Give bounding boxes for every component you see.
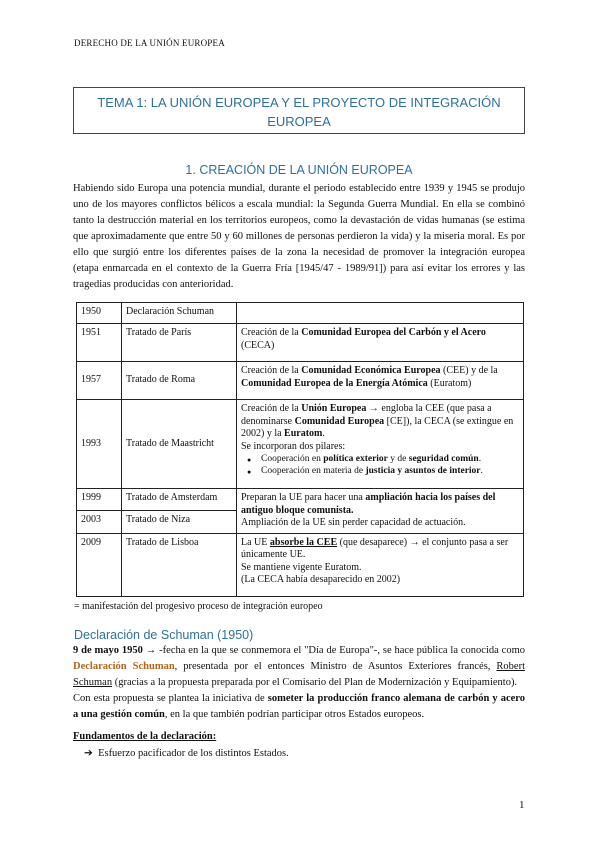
page-number: 1 [519, 799, 525, 811]
fundamentos-heading: Fundamentos de la declaración: [73, 731, 217, 742]
treaty-cell: Tratado de Amsterdam [122, 489, 237, 511]
table-row [77, 533, 524, 596]
description-cell: Preparan la UE para hacer una ampliación hacia los países del antiguo bloque comunista. Ampliación de la UE sin perder capacidad de actuación. [237, 489, 524, 534]
schuman-initiative: Con esta propuesta se plantea la iniciativa de someter la producción franco alemana de carbón y acero a una gestión común, en la que también podrían participar otros Estados europeos. [73, 693, 525, 720]
title-line-2: EUROPEA [267, 114, 331, 129]
description-cell: La UE absorbe la CEE (que desaparece) → el conjunto pasa a ser únicamente UE. Se mantiene vigente Euratom. (La CECA había desaparecido en 2002) [237, 533, 524, 596]
year-cell: 1957 [77, 362, 122, 400]
schuman-paragraph: 9 de mayo 1950 → -fecha en la que se conmemora el "Día de Europa"-, se hace pública la conocida como Declaración Schuman, presentada por el entonces Ministro de Asuntos Exteriores francés, Robert Schuman (gracias a la propuesta preparada por el Comisario del Plan de Modernización y Equipamiento). Con esta propuesta se plantea la iniciativa de someter la producción franco alemana de carbón y acero a una gestión común, en la que también podrían participar otros Estados europeos. [73, 643, 525, 723]
table-row [77, 489, 524, 511]
table-note: = manifestación del progesivo proceso de integración europeo [74, 601, 323, 612]
running-header: DERECHO DE LA UNIÓN EUROPEA [74, 38, 225, 48]
list-item: ➔ Esfuerzo pacificador de los distintos Estados. [84, 748, 289, 759]
year-cell: 1951 [77, 324, 122, 362]
description-cell: Creación de la Comunidad Económica Europea (CEE) y de la Comunidad Europea de la Energía Atómica (Euratom) [237, 362, 524, 400]
table-row [77, 303, 524, 324]
pillars-intro: Se incorporan dos pilares: [241, 440, 346, 452]
year-cell: 2003 [77, 511, 122, 533]
description-cell: Creación de la Unión Europea → engloba la CEE (que pasa a denominarse Comunidad Europea [CE]), la CECA (se extingue en 2002) y la Euratom. Se incorporan dos pilares: ● Cooperación en política exterior y de seguridad común. ● Cooperación en materia de justicia y asuntos de interior. [237, 400, 524, 489]
title-line-1: TEMA 1: LA UNIÓN EUROPEA Y EL PROYECTO DE INTEGRACIÓN [97, 95, 501, 110]
treaty-cell: Tratado de París [122, 324, 237, 362]
list-item: ● Cooperación en política exterior y de seguridad común. [261, 453, 519, 465]
table-row [77, 324, 524, 362]
table-row [77, 400, 524, 489]
intro-paragraph: Habiendo sido Europa una potencia mundial, durante el periodo establecido entre 1939 y 1945 se produjo uno de los mayores conflictos bélicos a escala mundial: la Segunda Guerra Mundial. En ella se combinó tanto la destrucción material en los territorios europeos, como la devastación de vidas humanas (se estima que aproximadamente que entre 50 y 60 millones de personas perdieron la vida) y la miseria moral. Es por ello que surgió entre los diferentes países de la zona la necesidad de promover la integración europea (etapa enmarcada en el contexto de la Guerra Fría [1945/47 - 1989/91]) para así evitar los errores y las tragedias producidas con anterioridad. [73, 183, 525, 290]
treaty-cell: Tratado de Niza [122, 511, 237, 533]
treaty-cell: Tratado de Lisboa [122, 533, 237, 596]
description-cell: Creación de la Comunidad Europea del Carbón y el Acero (CECA) [237, 324, 524, 362]
year-cell: 2009 [77, 533, 122, 596]
table-row [77, 362, 524, 400]
arrow-right-icon: ➔ [84, 748, 93, 759]
year-cell: 1993 [77, 400, 122, 489]
treaty-cell: Tratado de Roma [122, 362, 237, 400]
timeline-table [76, 302, 524, 597]
description-cell [237, 303, 524, 324]
list-item: ● Cooperación en materia de justicia y asuntos de interior. [261, 465, 519, 477]
section-heading: 1. CREACIÓN DE LA UNIÓN EUROPEA [185, 163, 413, 177]
treaty-cell: Declaración Schuman [122, 303, 237, 324]
year-cell: 1950 [77, 303, 122, 324]
treaty-cell: Tratado de Maastricht [122, 400, 237, 489]
document-title [73, 87, 525, 134]
schuman-heading: Declaración de Schuman (1950) [74, 628, 254, 642]
pillars-list [241, 453, 519, 477]
year-cell: 1999 [77, 489, 122, 511]
